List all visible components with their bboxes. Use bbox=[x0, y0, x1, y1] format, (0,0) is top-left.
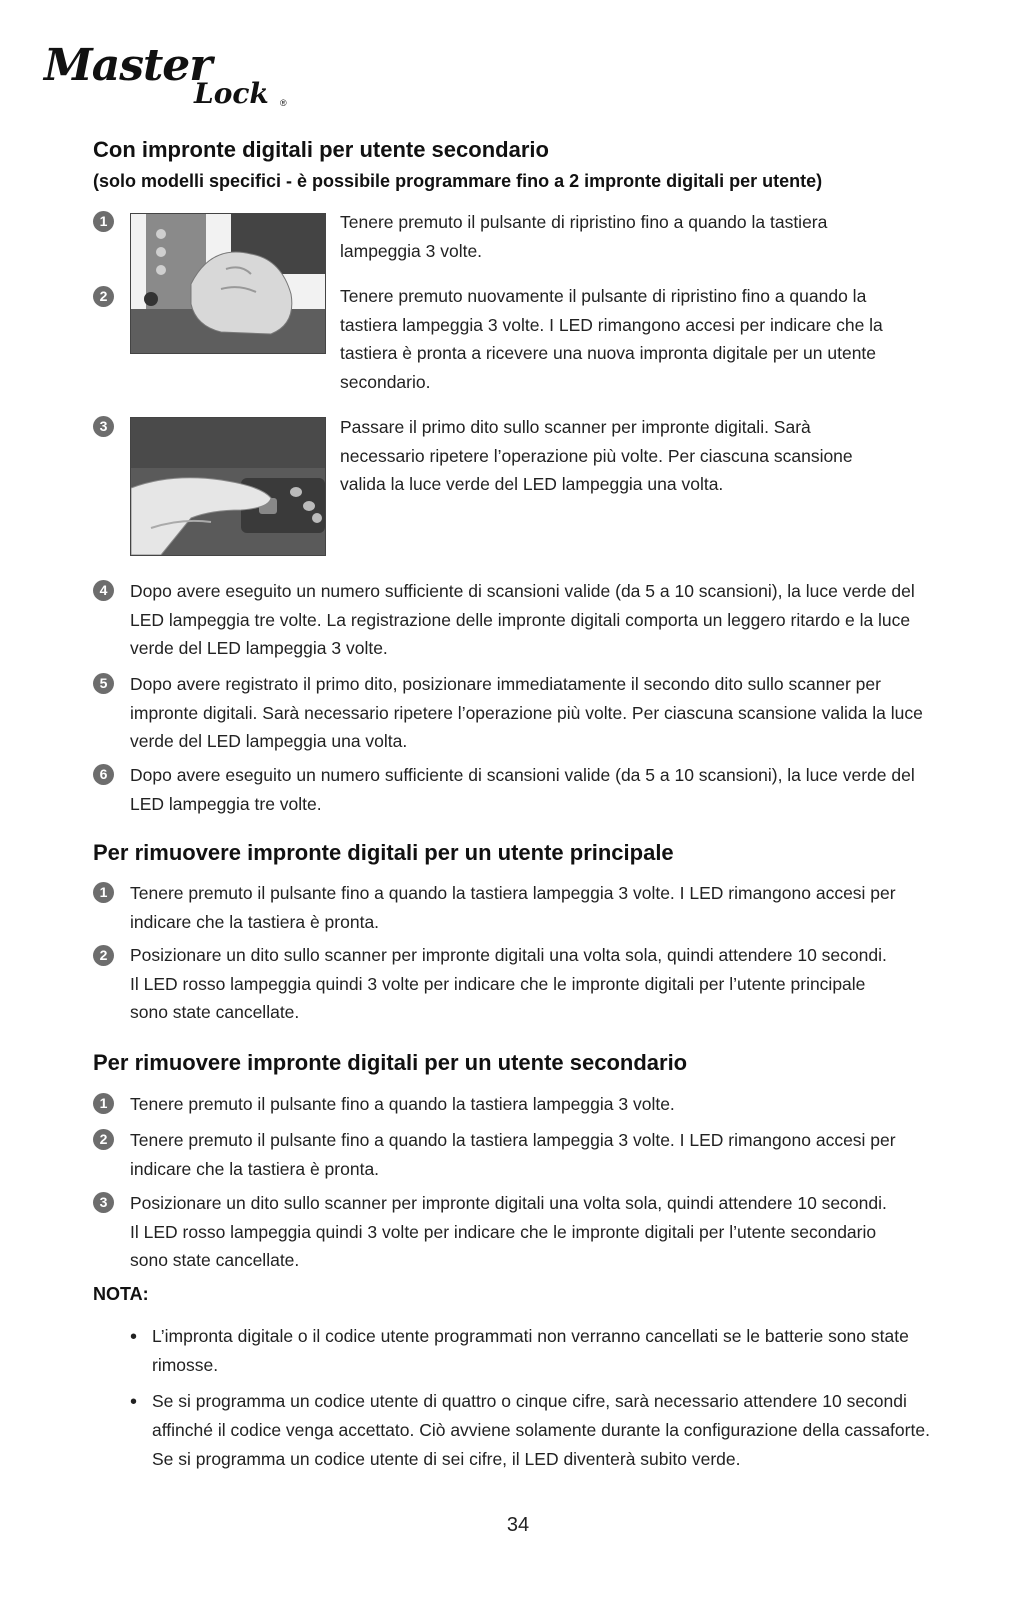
note-bullet-text: L’impronta digitale o il codice utente programmati non verranno cancellati se le batterie sono state rimosse. bbox=[152, 1326, 909, 1375]
reset-button-illustration bbox=[131, 214, 325, 353]
step-text: Passare il primo dito sullo scanner per impronte digitali. Sarà necessario ripetere l’operazione più volte. Per ciascuna scansione valida la luce verde del LED lampeggia una volta. bbox=[340, 417, 853, 494]
step-text: Posizionare un dito sullo scanner per impronte digitali una volta sola, quindi attendere 10 secondi. Il LED rosso lampeggia quindi 3 volte per indicare che le impronte digitali per l’utente secondario sono state cancellate. bbox=[130, 1193, 887, 1270]
step-text: Tenere premuto nuovamente il pulsante di ripristino fino a quando la tastiera lampeggia 3 volte. I LED rimangono accesi per indicare che la tastiera è pronta a ricevere una nuova impronta digitale per un utente secondario. bbox=[340, 286, 883, 392]
note-bullet-text: Se si programma un codice utente di quattro o cinque cifre, sarà necessario attendere 10 secondi affinché il codice venga accettato. Ciò avviene solamente durante la configurazione della cassaforte. Se si programma un codice utente di sei cifre, il LED diventerà subito verde. bbox=[152, 1391, 930, 1469]
step-text: Dopo avere eseguito un numero sufficiente di scansioni valide (da 5 a 10 scansioni), la luce verde del LED lampeggia tre volte. La registrazione delle impronte digitali comporta un leggero ritardo e la luce verde del LED lampeggia 3 volte. bbox=[130, 581, 915, 658]
step-number: 2 bbox=[93, 1129, 114, 1150]
section-title-secondary-user: Con impronte digitali per utente secondario bbox=[93, 137, 549, 162]
step-number: 4 bbox=[93, 580, 114, 601]
step-number: 1 bbox=[93, 882, 114, 903]
step-number: 2 bbox=[93, 286, 114, 307]
step-number: 3 bbox=[93, 416, 114, 437]
step-number: 1 bbox=[93, 1093, 114, 1114]
fingerprint-scanner-illustration bbox=[131, 418, 325, 555]
logo-registered-mark: ® bbox=[280, 98, 287, 108]
page-number: 34 bbox=[506, 1514, 530, 1536]
logo-text-master: Master bbox=[44, 40, 212, 91]
step-number: 3 bbox=[93, 1192, 114, 1213]
step-number: 1 bbox=[93, 211, 114, 232]
reset-button-photo bbox=[130, 213, 326, 354]
step-text: Tenere premuto il pulsante fino a quando la tastiera lampeggia 3 volte. I LED rimangono accesi per indicare che la tastiera è pronta. bbox=[130, 1130, 896, 1179]
note-title: NOTA: bbox=[93, 1284, 149, 1304]
fingerprint-scanner-photo bbox=[130, 417, 326, 556]
step-text: Tenere premuto il pulsante fino a quando la tastiera lampeggia 3 volte. I LED rimangono accesi per indicare che la tastiera è pronta. bbox=[130, 883, 896, 932]
section-subtitle: (solo modelli specifici - è possibile programmare fino a 2 impronte digitali per utente) bbox=[93, 171, 823, 191]
step-text: Tenere premuto il pulsante di ripristino fino a quando la tastiera lampeggia 3 volte. bbox=[340, 212, 828, 261]
bullet-icon: • bbox=[130, 1391, 138, 1413]
master-lock-logo bbox=[44, 40, 294, 110]
step-text: Dopo avere eseguito un numero sufficiente di scansioni valide (da 5 a 10 scansioni), la luce verde del LED lampeggia tre volte. bbox=[130, 765, 915, 814]
logo-text-lock: Lock bbox=[194, 77, 269, 110]
step-number: 2 bbox=[93, 945, 114, 966]
step-text: Tenere premuto il pulsante fino a quando la tastiera lampeggia 3 volte. bbox=[130, 1094, 675, 1114]
section-title-remove-secondary: Per rimuovere impronte digitali per un utente secondario bbox=[93, 1050, 688, 1075]
step-number: 6 bbox=[93, 764, 114, 785]
step-text: Dopo avere registrato il primo dito, posizionare immediatamente il secondo dito sullo scanner per impronte digitali. Sarà necessario ripetere l’operazione più volte. Per ciascuna scansione valida la luce verde del LED lampeggia una volta. bbox=[130, 674, 923, 751]
step-text: Posizionare un dito sullo scanner per impronte digitali una volta sola, quindi attendere 10 secondi. Il LED rosso lampeggia quindi 3 volte per indicare che le impronte digitali per l’utente principale sono state cancellate. bbox=[130, 945, 887, 1022]
bullet-icon: • bbox=[130, 1326, 138, 1348]
step-number: 5 bbox=[93, 673, 114, 694]
section-title-remove-primary: Per rimuovere impronte digitali per un utente principale bbox=[93, 840, 674, 865]
